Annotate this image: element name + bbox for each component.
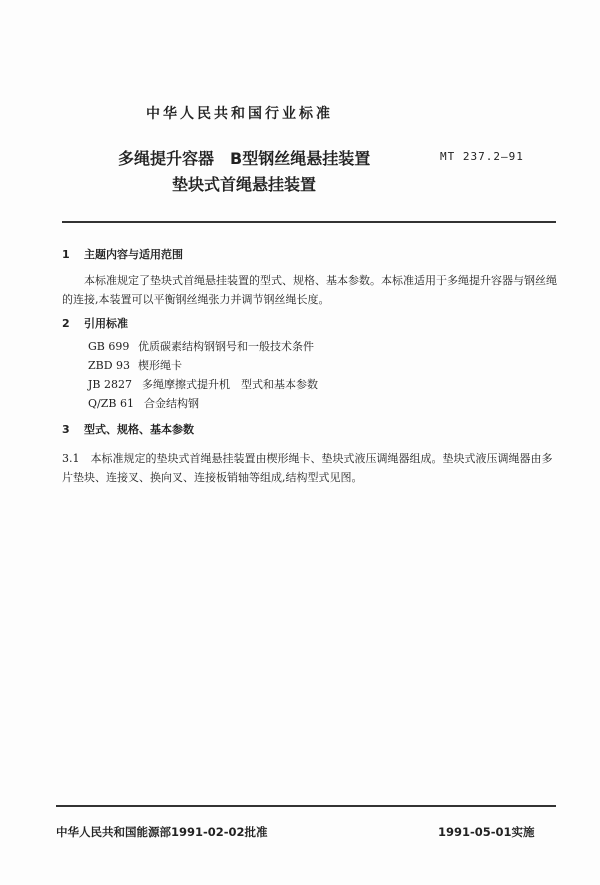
reference-code: Q/ZB 61	[88, 397, 134, 410]
reference-item	[88, 376, 318, 392]
effective-date: 1991-05-01实施	[438, 825, 535, 839]
section-heading-1	[62, 246, 183, 262]
footer-divider	[56, 805, 556, 807]
section-title: 型式、规格、基本参数	[84, 423, 194, 436]
standard-code: MT 237.2—91	[440, 150, 524, 163]
reference-name: 多绳摩擦式提升机 型式和基本参数	[142, 378, 318, 391]
document-title: 多绳提升容器 B型钢丝绳悬挂装置	[118, 149, 371, 168]
reference-item	[88, 338, 314, 354]
reference-name: 楔形绳卡	[138, 359, 182, 372]
paragraph-line: 的连接,本装置可以平衡钢丝绳张力并调节钢丝绳长度。	[62, 293, 330, 306]
reference-code: GB 699	[88, 340, 130, 353]
reference-code: ZBD 93	[88, 359, 131, 372]
reference-item	[88, 357, 182, 373]
header-divider	[62, 221, 556, 223]
standard-type: 中华人民共和国行业标准	[146, 106, 333, 122]
reference-item	[88, 395, 199, 411]
reference-name: 优质碳素结构钢钢号和一般技术条件	[138, 340, 314, 353]
section-number: 1	[62, 248, 70, 261]
section-heading-3	[62, 421, 194, 437]
section-heading-2	[62, 315, 128, 331]
paragraph-line: 3.1 本标准规定的垫块式首绳悬挂装置由楔形绳卡、垫块式液压调绳器组成。垫块式液压调绳器由多	[62, 452, 553, 465]
section-number: 3	[62, 423, 70, 436]
paragraph-line: 本标准规定了垫块式首绳悬挂装置的型式、规格、基本参数。本标准适用于多绳提升容器与钢丝绳	[62, 274, 557, 287]
approval-info: 中华人民共和国能源部1991-02-02批准	[56, 825, 268, 839]
section-number: 2	[62, 317, 70, 330]
section-title: 引用标准	[84, 317, 128, 330]
section-title: 主题内容与适用范围	[84, 248, 183, 261]
document-subtitle: 垫块式首绳悬挂装置	[172, 175, 317, 194]
paragraph-line: 片垫块、连接叉、换向叉、连接板销轴等组成,结构型式见图。	[62, 471, 363, 484]
reference-code: JB 2827	[88, 378, 132, 391]
reference-name: 合金结构钢	[144, 397, 199, 410]
